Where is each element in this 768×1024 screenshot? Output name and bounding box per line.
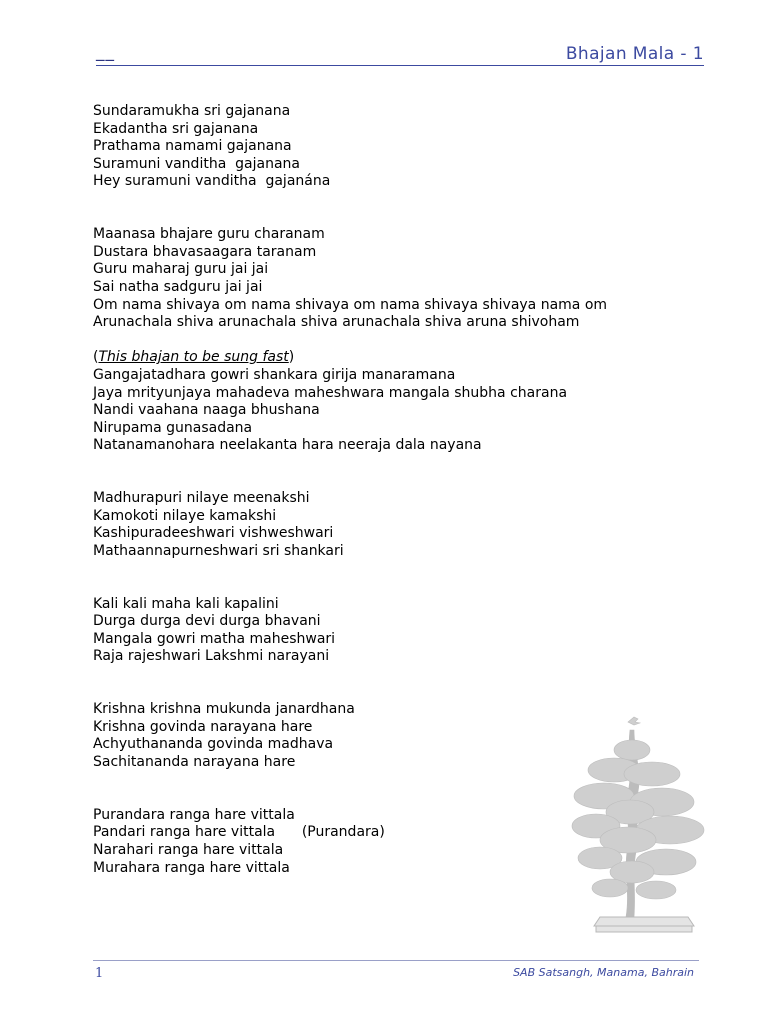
spacer — [93, 332, 693, 350]
note-close-paren: ) — [288, 349, 295, 366]
bhajan-line: Achyuthananda govinda madhava — [93, 736, 334, 753]
page-header — [96, 44, 704, 68]
bhajan-line: Kali kali maha kali kapalini — [93, 595, 279, 612]
bhajan-4 — [93, 490, 693, 560]
header-rule — [96, 65, 704, 66]
bhajan-line: Durga durga devi durga bhavani — [93, 613, 321, 630]
spacer — [93, 455, 693, 490]
bhajan-line: Hey suramuni vanditha gajanána — [93, 173, 331, 190]
bhajan-line: Krishna krishna mukunda janardhana — [93, 701, 355, 718]
bhajan-line: Prathama namami gajanana — [93, 138, 292, 155]
bhajan-5 — [93, 596, 693, 666]
bhajan-line: Raja rajeshwari Lakshmi narayani — [93, 648, 330, 665]
bhajan-line: Narahari ranga hare vittala — [93, 841, 284, 858]
note-open-paren: ( — [93, 349, 99, 366]
bhajan-line: Nandi vaahana naaga bhushana — [93, 402, 320, 419]
bhajan-line: Krishna govinda narayana hare — [93, 718, 313, 735]
bhajan-line: Kashipuradeeshwari vishweshwari — [93, 525, 334, 542]
bhajan-line: Nirupama gunasadana — [93, 419, 253, 436]
spacer — [93, 666, 693, 701]
bhajan-line: Ekadantha sri gajanana — [93, 120, 259, 137]
header-underscore: __ — [96, 42, 115, 62]
bhajan-line: Sai natha sadguru jai jai — [93, 278, 263, 295]
bhajan-line: Sundaramukha sri gajanana — [93, 103, 291, 119]
bhajan-line: Dustara bhavasaagara taranam — [93, 243, 317, 260]
bhajan-line: Gangajatadhara gowri shankara girija manaramana — [93, 366, 456, 383]
bhajan-3 — [93, 349, 693, 455]
page-title: Bhajan Mala - 1 — [565, 44, 704, 64]
bhajan-line: Madhurapuri nilaye meenakshi — [93, 490, 310, 507]
bonsai-tree-icon — [570, 712, 715, 937]
bhajan-line: Mathaannapurneshwari sri shankari — [93, 542, 344, 559]
bhajan-line: Murahara ranga hare vittala — [93, 859, 290, 876]
bhajan-2 — [93, 226, 693, 332]
bhajan-line: Mangala gowri matha maheshwari — [93, 630, 336, 647]
page-number: 1 — [95, 966, 104, 981]
bhajan-line: Om nama shivaya om nama shivaya om nama shivaya shivaya nama om — [93, 296, 608, 313]
footer-rule — [93, 960, 699, 961]
bhajan-line: Purandara ranga hare vittala — [93, 806, 295, 823]
bhajan-line: Jaya mrityunjaya mahadeva maheshwara mangala shubha charana — [93, 384, 568, 401]
bhajan-line: Kamokoti nilaye kamakshi — [93, 507, 277, 524]
bhajan-line: Suramuni vanditha gajanana — [93, 155, 301, 172]
bhajan-line: Sachitananda narayana hare — [93, 753, 296, 770]
bhajan-line: Guru maharaj guru jai jai — [93, 261, 269, 278]
spacer — [93, 191, 693, 226]
spacer — [93, 560, 693, 595]
note-text: This bhajan to be sung fast — [98, 349, 289, 366]
bhajan-line: Natanamanohara neelakanta hara neeraja dala nayana — [93, 437, 482, 454]
footer-credit: SAB Satsangh, Manama, Bahrain — [513, 966, 694, 979]
bhajan-1 — [93, 103, 693, 191]
bhajan-line: Maanasa bhajare guru charanam — [93, 226, 325, 243]
bhajan-line: Pandari ranga hare vittala (Purandara) — [93, 824, 385, 841]
bhajan-note — [93, 349, 693, 367]
bhajan-line: Arunachala shiva arunachala shiva arunachala shiva aruna shivoham — [93, 314, 580, 331]
